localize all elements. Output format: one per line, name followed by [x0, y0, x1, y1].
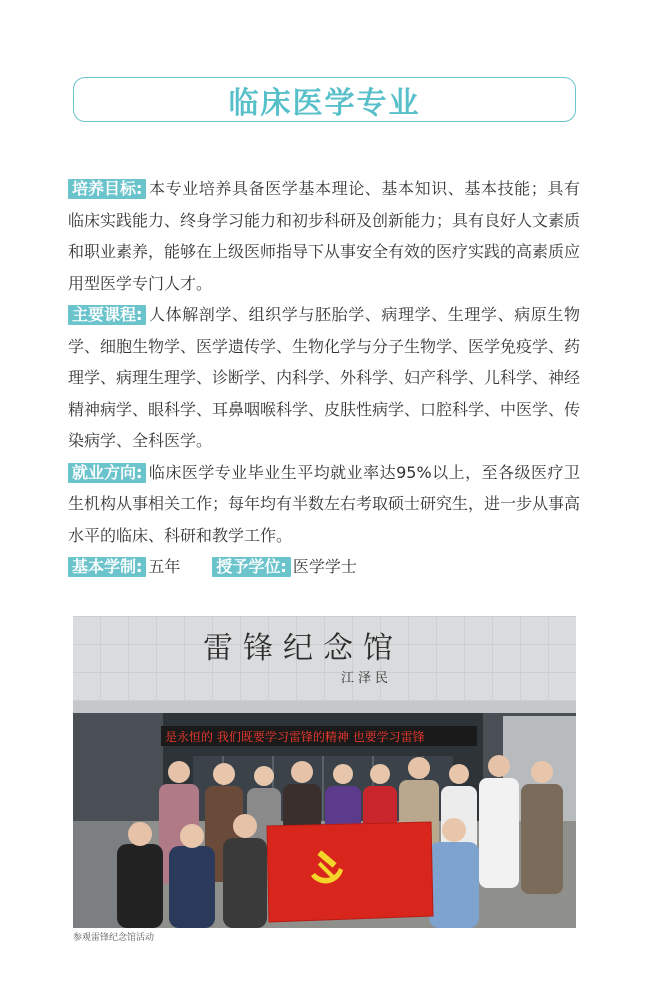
section-label: 就业方向: [68, 463, 146, 483]
section-text: 本专业培养具备医学基本理论、基本知识、基本技能；具有临床实践能力、终身学习能力和初步科研及创新能力；具有良好人文素质和职业素养，能够在上级医师指导下从事安全有效的医疗实践的高素质应用型医学专门人才。 [68, 179, 581, 293]
section-label: 主要课程: [68, 305, 146, 325]
party-flag [267, 822, 433, 922]
duration-label: 基本学制: [68, 557, 146, 577]
photo-caption: 参观雷锋纪念馆活动 [73, 933, 155, 943]
section-training-goal [68, 173, 580, 299]
degree-value: 医学学士 [292, 557, 357, 576]
led-banner-text: 是永恒的 我们既要学习雷锋的精神 也要学习雷锋 [165, 730, 425, 744]
section-main-courses [68, 299, 580, 457]
title-frame [73, 77, 576, 122]
section-text: 人体解剖学、组织学与胚胎学、病理学、生理学、病原生物学、细胞生物学、医学遗传学、生物化学与分子生物学、医学免疫学、药理学、病理生理学、诊断学、内科学、外科学、妇产科学、儿科学、神经精神病学、眼科学、耳鼻咽喉科学、皮肤性病学、口腔科学、中医学、传染病学、全科医学。 [68, 305, 581, 450]
section-employment [68, 457, 580, 552]
section-text: 临床医学专业毕业生平均就业率达95%以上，至各级医疗卫生机构从事相关工作；每年均有半数左右考取硕士研究生，进一步从事高水平的临床、科研和教学工作。 [68, 462, 581, 545]
memorial-visit-photo [73, 616, 576, 928]
sign-signature: 江泽民 [341, 671, 393, 686]
degree-label: 授予学位: [212, 557, 290, 577]
section-label: 培养目标: [68, 179, 146, 199]
major-description [68, 173, 580, 583]
memorial-sign: 雷锋纪念馆 [203, 631, 403, 666]
duration-degree-row [68, 551, 580, 583]
photo-illustration [73, 616, 576, 928]
page-title: 临床医学专业 [228, 85, 421, 121]
duration-value: 五年 [148, 557, 181, 576]
